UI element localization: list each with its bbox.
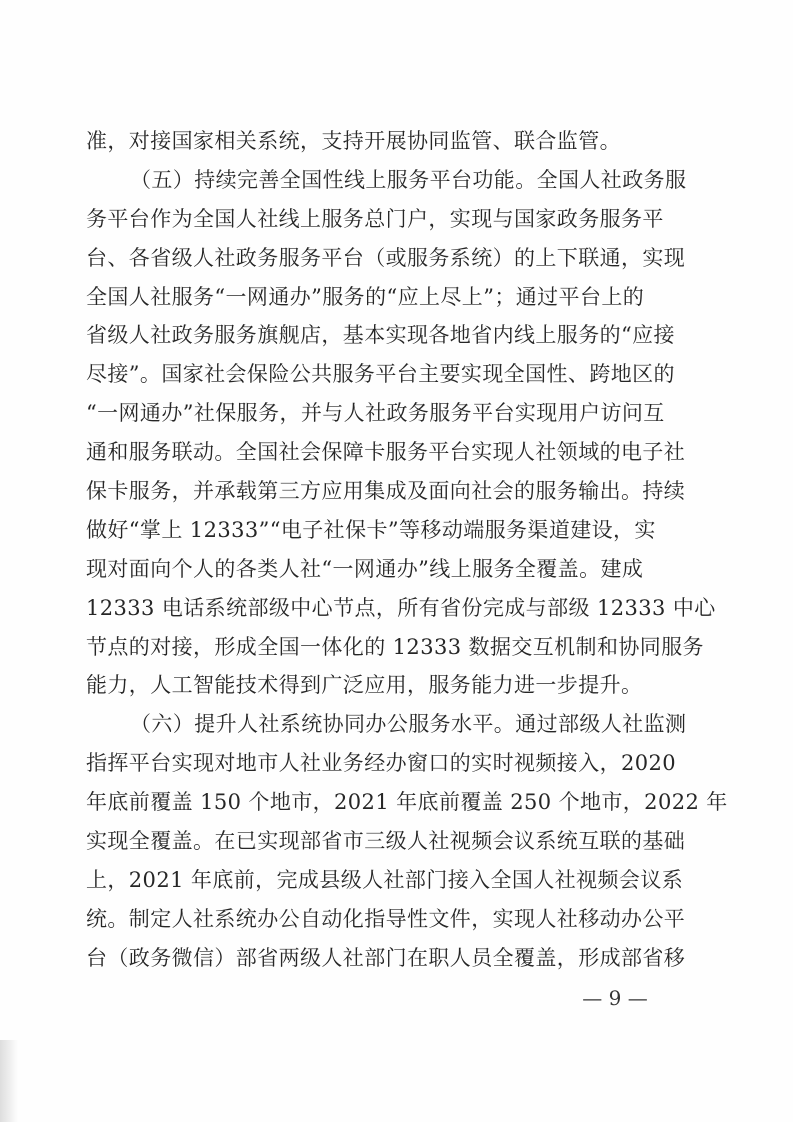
text-line: 指挥平台实现对地市人社业务经办窗口的实时视频接入，2020 — [86, 751, 677, 776]
text-line: 准，对接国家相关系统，支持开展协同监管、联合监管。 — [86, 129, 621, 153]
body-text — [86, 122, 728, 978]
text-line: 省级人社政务服务旗舰店，基本实现各地省内线上服务的“应接 — [86, 323, 675, 348]
text-line: 保卡服务，并承载第三方应用集成及面向社会的服务输出。持续 — [86, 479, 686, 504]
page-number: — 9 — — [582, 986, 648, 1010]
text-line: 年底前覆盖 150 个地市，2021 年底前覆盖 250 个地市，2022 年 — [86, 790, 728, 815]
text-line: 全国人社服务“一网通办”服务的“应上尽上”；通过平台上的 — [86, 284, 645, 309]
text-line: 能力，人工智能技术得到广泛应用，服务能力进一步提升。 — [86, 673, 643, 698]
text-line: 上，2021 年底前，完成县级人社部门接入全国人社视频会议系 — [86, 867, 684, 892]
text-line: 务平台作为全国人社线上服务总门户，实现与国家政务服务平 — [86, 206, 664, 231]
text-line: 台、各省级人社政务服务平台（或服务系统）的上下联通，实现 — [86, 245, 686, 270]
text-line: 通和服务联动。全国社会保障卡服务平台实现人社领域的电子社 — [86, 440, 686, 465]
text-line: 12333 电话系统部级中心节点，所有省份完成与部级 12333 中心 — [86, 595, 716, 620]
scan-shadow — [0, 1040, 18, 1122]
text-line: 统。制定人社系统办公自动化指导性文件，实现人社移动办公平 — [86, 906, 686, 931]
text-line: （五）持续完善全国性线上服务平台功能。全国人社政务服 — [130, 167, 687, 192]
text-line: “一网通办”社保服务，并与人社政务服务平台实现用户访问互 — [86, 401, 665, 426]
text-line: 现对面向个人的各类人社“一网通办”线上服务全覆盖。建成 — [86, 556, 644, 581]
text-line: 实现全覆盖。在已实现部省市三级人社视频会议系统互联的基础 — [86, 829, 686, 854]
text-line: （六）提升人社系统协同办公服务水平。通过部级人社监测 — [130, 712, 687, 737]
text-line: 节点的对接，形成全国一体化的 12333 数据交互机制和协同服务 — [86, 634, 704, 659]
text-line: 台（政务微信）部省两级人社部门在职人员全覆盖，形成部省移 — [86, 945, 686, 970]
text-line: 尽接”。国家社会保险公共服务平台主要实现全国性、跨地区的 — [86, 362, 675, 387]
text-line: 做好“掌上 12333”“电子社保卡”等移动端服务渠道建设，实 — [86, 517, 656, 542]
